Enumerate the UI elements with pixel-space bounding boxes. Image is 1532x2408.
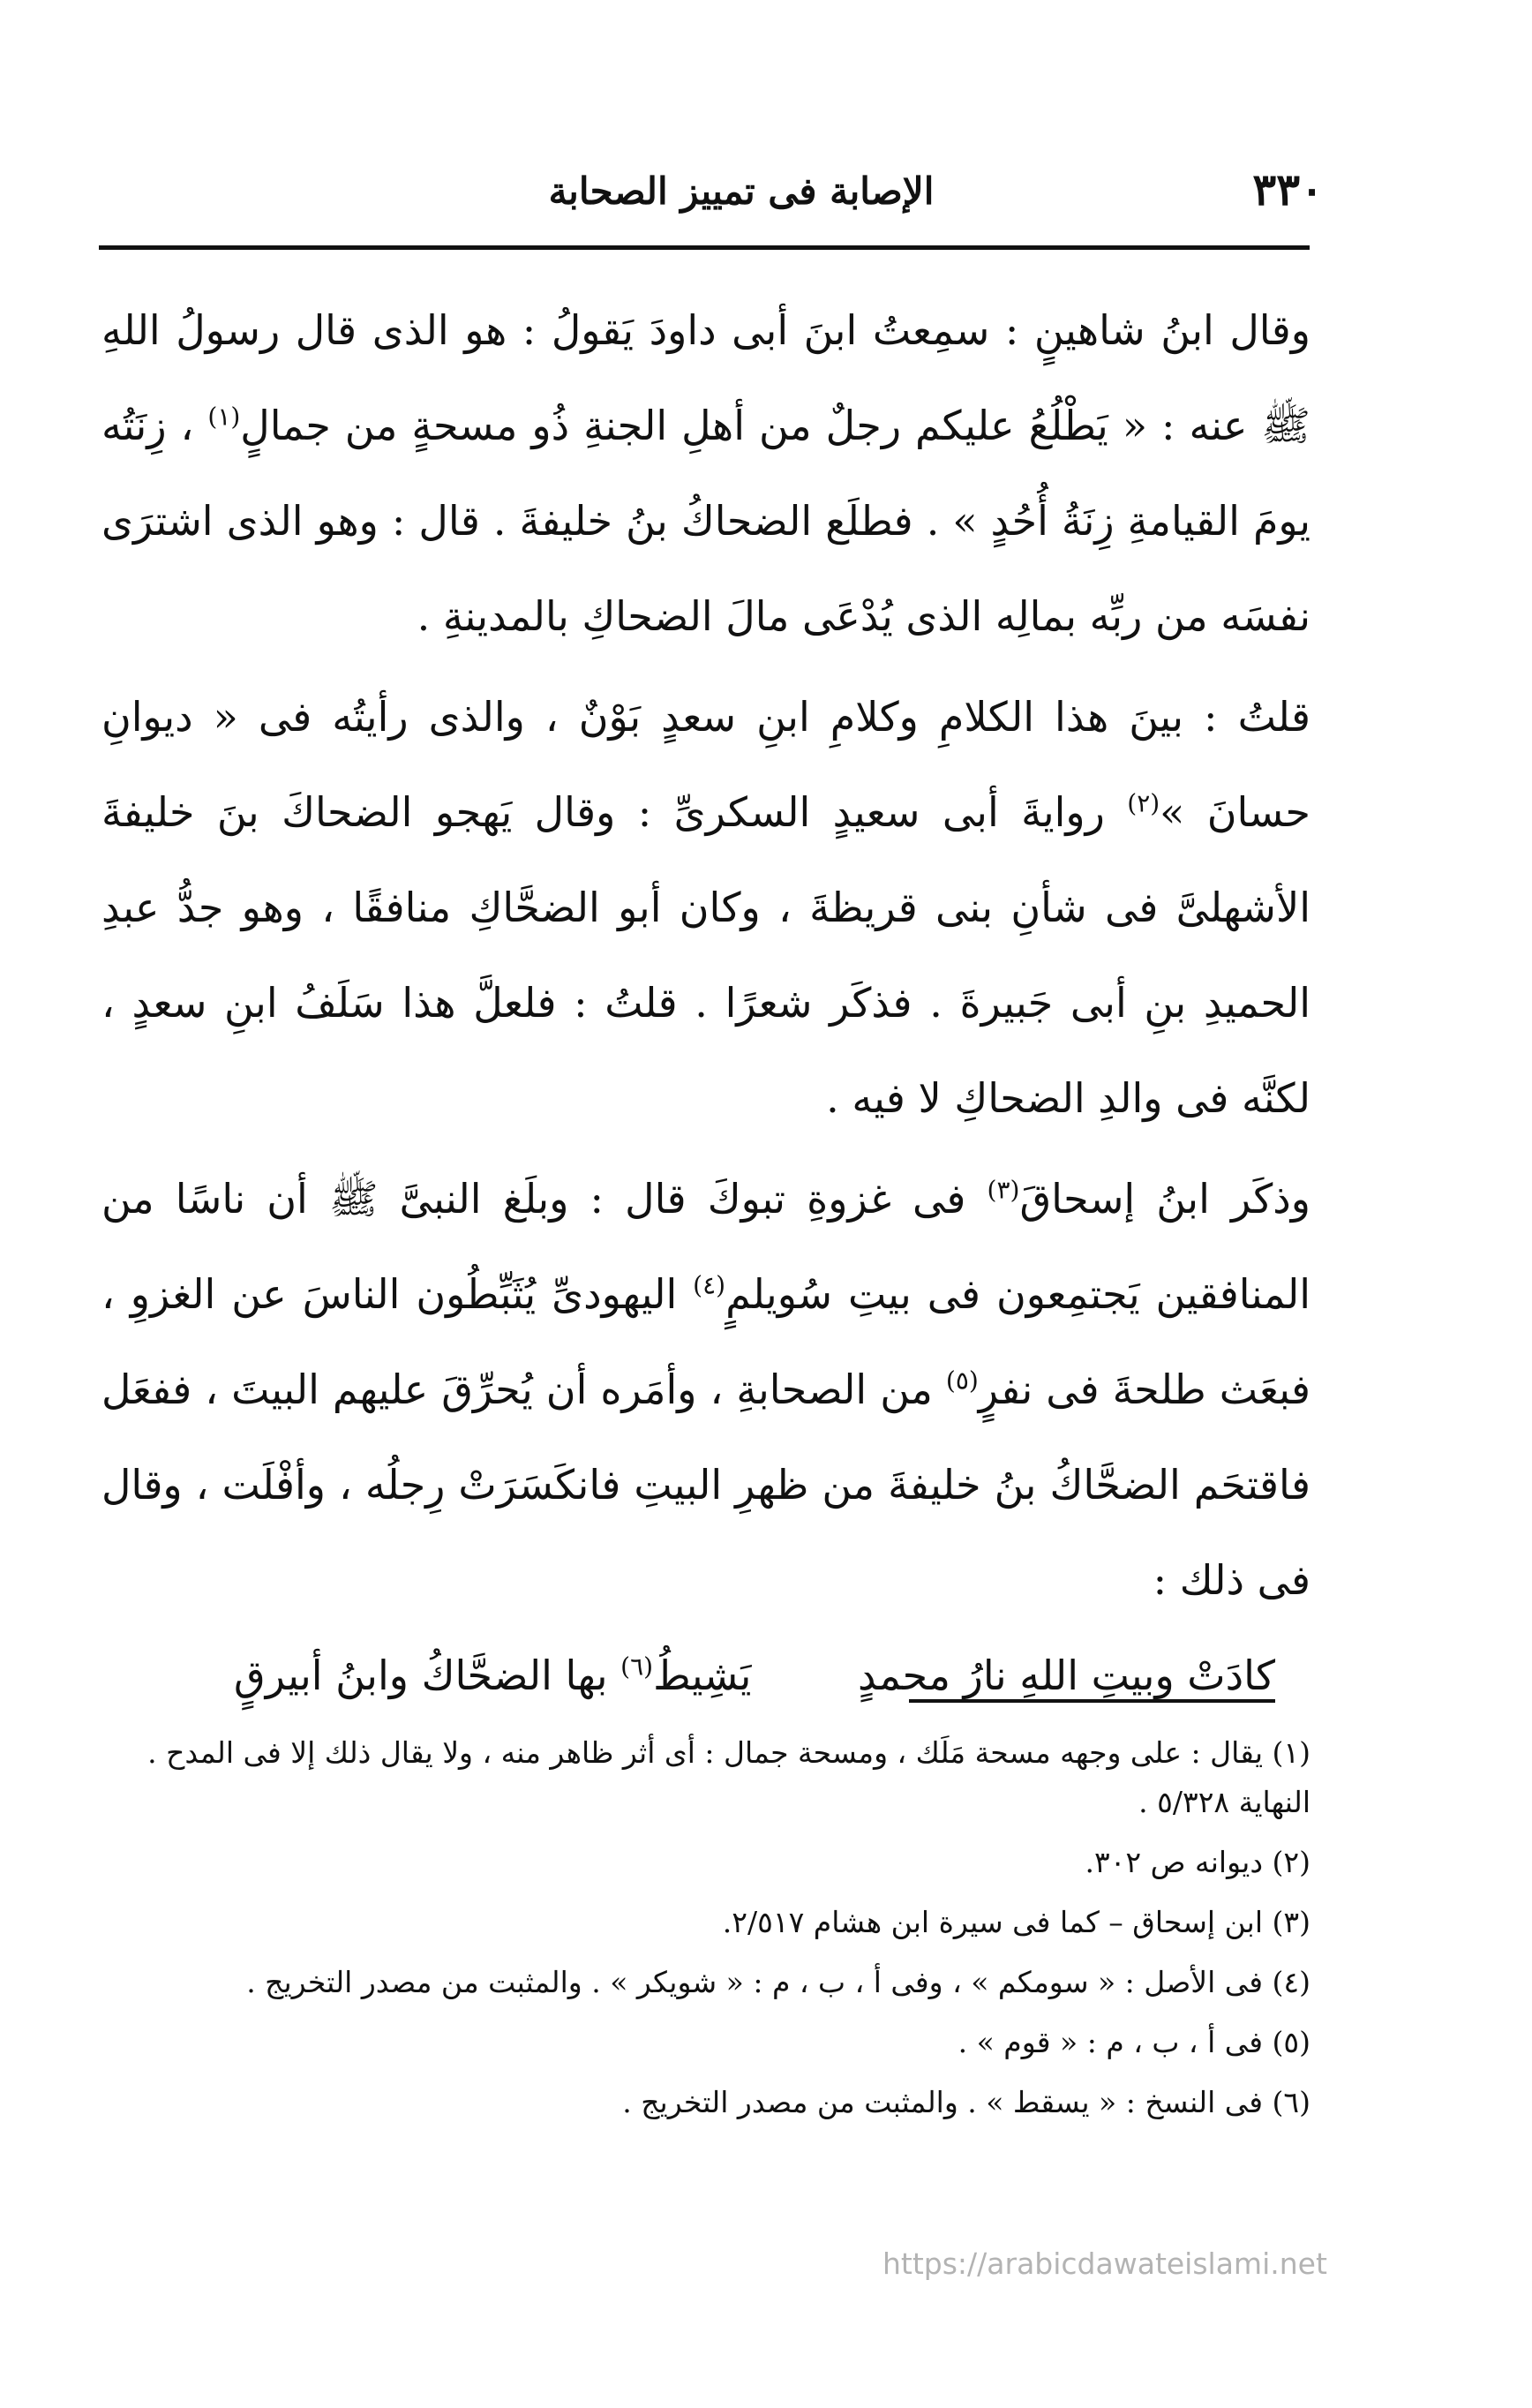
body-text [101, 282, 1310, 1723]
footnote-marker-3: (٣) [987, 1175, 1020, 1205]
header-rule [99, 245, 1310, 250]
footnote-marker-2: (٢) [1127, 788, 1160, 818]
paragraph-1-text-a: وقال ابنُ شاهينٍ : سمِعتُ ابنَ أبى داودَ يَقولُ : هو الذى قال رسولُ اللهِ ﷺ عنه : « يَطْلُعُ عليكم رجلٌ من أهلِ الجنةِ ذُو مسحةٍ من جمالٍ [101, 306, 1310, 449]
poem-first-hemistich: كادَتْ وبيتِ اللهِ نارُ محمدٍ [857, 1652, 1275, 1699]
watermark: https://arabicdawateislami.net [882, 2246, 1327, 2281]
poem-second-hemistich [234, 1628, 751, 1723]
footnote-2: (٢) ديوانه ص ٣٠٢. [1085, 1845, 1310, 1879]
paragraph-2-text-b: روايةَ أبى سعيدٍ السكرىِّ : وقال يَهجو الضحاكَ بنَ خليفةَ الأشهلىَّ فى شأنِ بنى قريظةَ ، وكان أبو الضحَّاكِ منافقًا ، وهو جدُّ عبدِ الحميدِ بنِ أبى جَبيرةَ . فذكَر شعرًا . قلتُ : فلعلَّ هذا سَلَفُ ابنِ سعدٍ ، لكنَّه فى والدِ الضحاكِ لا فيه . [101, 788, 1310, 1122]
paragraph-2 [101, 669, 1310, 1146]
footnote-marker-6: (٦) [620, 1652, 654, 1682]
paragraph-2-text-a: قلتُ : بينَ هذا الكلامِ وكلامِ ابنِ سعدٍ بَوْنٌ ، والذى رأيتُه فى « ديوانِ حسانَ » [101, 693, 1310, 836]
poem-second-hemistich-word: يَشِيطُ [653, 1652, 752, 1699]
paragraph-1 [101, 282, 1310, 664]
poem-line [101, 1628, 1310, 1723]
running-title: الإصابة فى تمييز الصحابة [548, 169, 935, 213]
paragraph-3-text-a: وذكَر ابنُ إسحاقَ [1019, 1175, 1310, 1223]
footnote-marker-5: (٥) [945, 1366, 979, 1396]
paragraph-3-text-c: اليهودىِّ يُثَبِّطُون الناسَ عن الغزوِ ، فبعَث طلحةَ فى نفرٍ [101, 1270, 1311, 1413]
footnote-rule [909, 1699, 1275, 1703]
footnote-marker-4: (٤) [693, 1270, 726, 1300]
footnote-3: (٣) ابن إسحاق – كما فى سيرة ابن هشام ٢/٥١٧. [722, 1905, 1310, 1939]
page-number: ٣٣٠ [1252, 163, 1324, 215]
poem-second-hemistich-rest: بها الضحَّاكُ وابنُ أبيرقٍ [234, 1652, 608, 1699]
paragraph-3-text-b: فى غزوةِ تبوكَ قال : وبلَغ النبىَّ ﷺ أن ناسًا من المنافقين يَجتمِعون فى بيتِ سُويلمٍ [101, 1175, 1311, 1318]
footnote-6: (٦) فى النسخ : « يسقط » . والمثبت من مصدر التخريج . [622, 2085, 1310, 2119]
footnote-5: (٥) فى أ ، ب ، م : « قوم » . [958, 2025, 1310, 2059]
paragraph-3 [101, 1151, 1310, 1628]
footnote-marker-1: (١) [207, 402, 241, 432]
footnote-1: (١) يقال : على وجهه مسحة مَلَك ، ومسحة جمال : أى أثر ظاهر منه ، ولا يقال ذلك إلا فى المدح . النهاية ٥/٣٢٨ . [147, 1735, 1310, 1819]
footnote-4: (٤) فى الأصل : « سومكم » ، وفى أ ، ب ، م : « شويكر » . والمثبت من مصدر التخريج . [246, 1965, 1310, 1999]
footnotes [115, 1728, 1310, 2138]
paragraph-3-text-d: من الصحابةِ ، وأمَره أن يُحرِّقَ عليهم البيتَ ، ففعَل فاقتحَم الضحَّاكُ بنُ خليفةَ من ظهرِ البيتِ فانكَسَرَتْ رِجلُه ، وأفْلَت ، وقال فى ذلك : [101, 1366, 1310, 1604]
paragraph-1-text-b: ، زِنَتُه يومَ القيامةِ زِنَةُ أُحُدٍ » . فطلَع الضحاكُ بنُ خليفةَ . قال : وهو الذى اشترَى نفسَه من ربِّه بمالِه الذى يُدْعَى مالَ الضحاكِ بالمدينةِ . [101, 402, 1310, 640]
